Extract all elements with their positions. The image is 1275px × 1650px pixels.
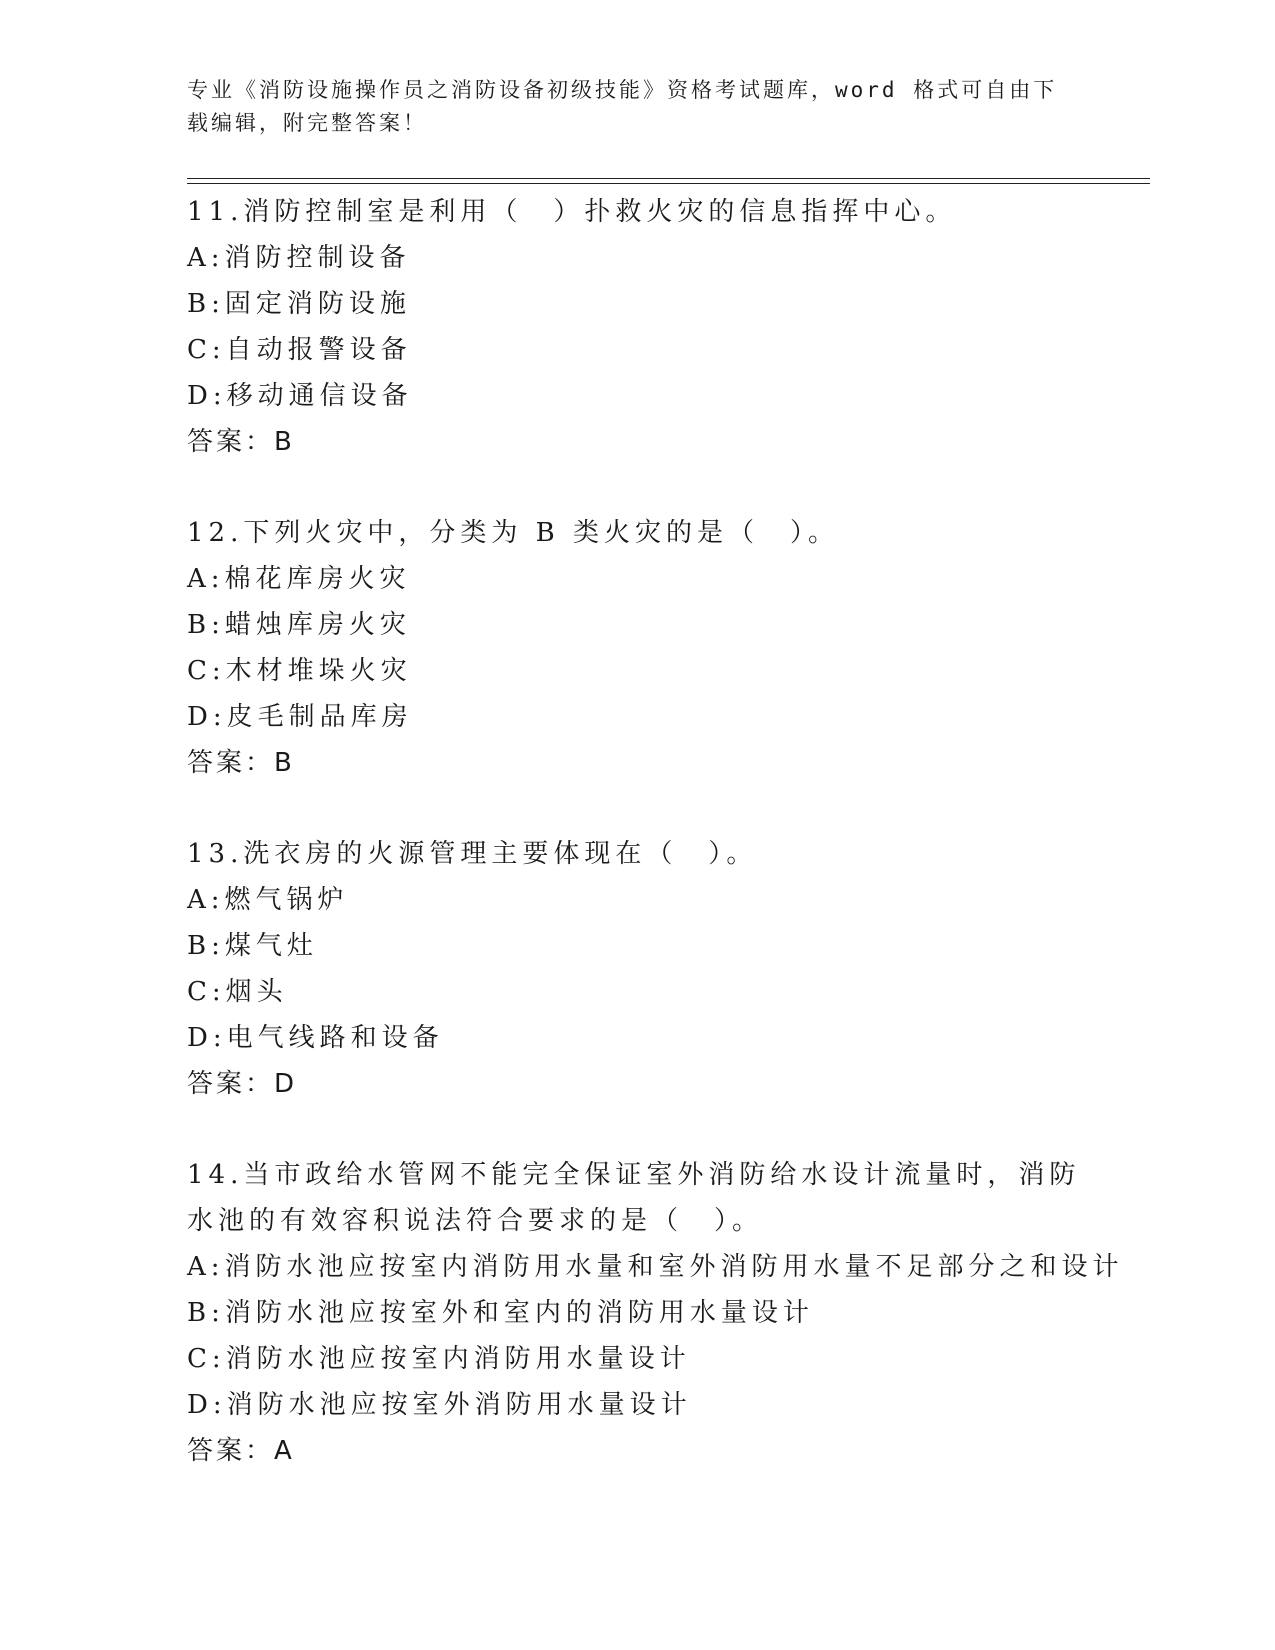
option-c: C:木材堆垛火灾 xyxy=(187,656,412,686)
option-d: D:消防水池应按室外消防用水量设计 xyxy=(187,1390,692,1420)
option-d: D:皮毛制品库房 xyxy=(187,702,413,732)
option-a: A:消防控制设备 xyxy=(187,243,411,273)
question-stem: 11.消防控制室是利用（ ）扑救火灾的信息指挥中心。 xyxy=(187,197,957,227)
question-13 xyxy=(187,831,1150,1107)
answer: 答案：B xyxy=(187,427,295,457)
option-a: A:燃气锅炉 xyxy=(187,885,349,915)
answer: 答案：B xyxy=(187,748,295,778)
question-stem: 12.下列火灾中，分类为 B 类火灾的是（ ）。 xyxy=(187,518,839,548)
answer: 答案：D xyxy=(187,1069,298,1099)
option-a: A:消防水池应按室内消防用水量和室外消防用水量不足部分之和设计 xyxy=(187,1252,1124,1282)
answer: 答案：A xyxy=(187,1436,295,1466)
document-header xyxy=(187,74,1087,140)
option-d: D:移动通信设备 xyxy=(187,381,413,411)
option-a: A:棉花库房火灾 xyxy=(187,564,411,594)
option-c: C:消防水池应按室内消防用水量设计 xyxy=(187,1344,691,1374)
header-divider-bottom xyxy=(187,183,1150,184)
question-stem: 13.洗衣房的火源管理主要体现在（ ）。 xyxy=(187,839,758,869)
question-11 xyxy=(187,189,1150,465)
option-b: B:煤气灶 xyxy=(187,931,318,961)
option-b: B:消防水池应按室外和室内的消防用水量设计 xyxy=(187,1298,814,1328)
option-d: D:电气线路和设备 xyxy=(187,1023,444,1053)
option-c: C:烟头 xyxy=(187,977,288,1007)
question-list xyxy=(187,189,1150,1519)
question-14 xyxy=(187,1152,1150,1474)
option-b: B:固定消防设施 xyxy=(187,289,411,319)
header-line-2: 载编辑，附完整答案！ xyxy=(187,111,427,135)
question-stem: 14.当市政给水管网不能完全保证室外消防给水设计流量时，消防水池的有效容积说法符合要求的是（ ）。 xyxy=(187,1160,1081,1236)
question-12 xyxy=(187,510,1150,786)
option-b: B:蜡烛库房火灾 xyxy=(187,610,411,640)
header-divider-top xyxy=(187,178,1150,179)
header-line-1: 专业《消防设施操作员之消防设备初级技能》资格考试题库，word 格式可自由下 xyxy=(187,78,1058,102)
option-c: C:自动报警设备 xyxy=(187,335,412,365)
